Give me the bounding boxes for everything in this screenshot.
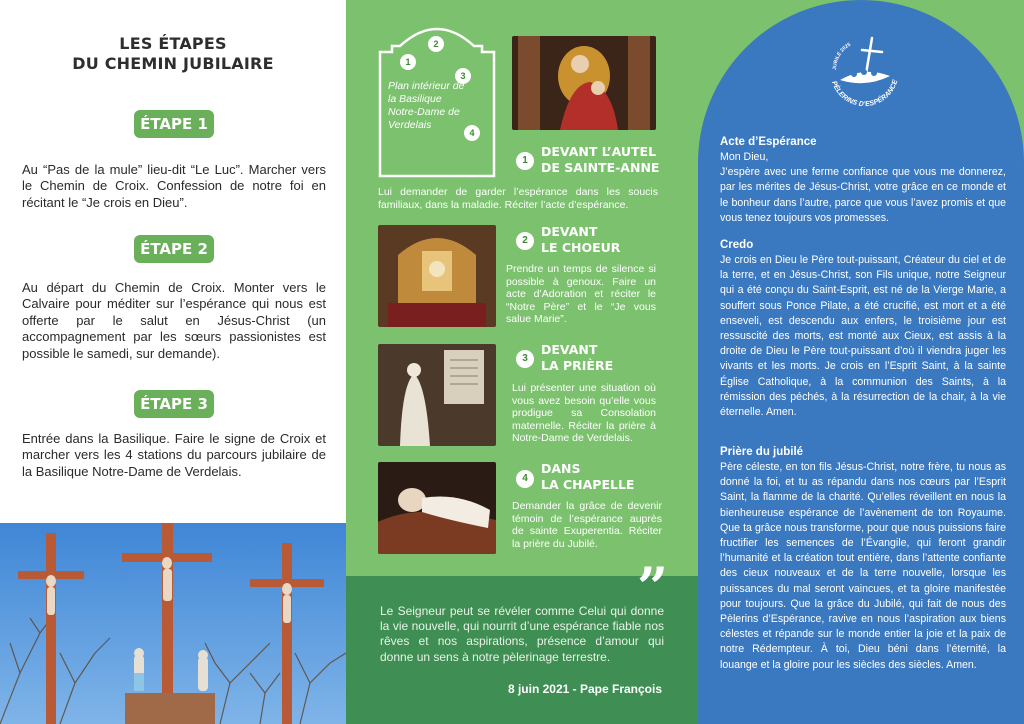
station-2-number: 2: [516, 232, 534, 250]
jubilee-prayer-heading: Prière du jubilé: [720, 446, 804, 458]
plan-caption: Plan intérieur de la Basilique Notre-Dame de Verdelais: [388, 80, 465, 131]
station-1-desc: Lui demander de garder l’espérance dans les soucis familiaux, dans la maladie. Réciter l’acte d’espérance.: [378, 186, 658, 211]
credo-heading: Credo: [720, 239, 754, 251]
plan-marker-4: 4: [469, 128, 475, 138]
station-4-number: 4: [516, 470, 534, 488]
jubilee-prayer-text: Père céleste, en ton fils Jésus-Christ, notre frère, tu nous as donné la foi, et tu as répandu dans nos cœurs par l’Esprit Saint, la flamme de la charité. Qu’elles réveillent en nous la bienheureuse espérance de l’avènement de ton Royaume. Que ta grâce nous transforme, pour que nous puissions faire fructifier les semences de l’Évangile, qui feront grandir l’humanité et la création tout entière, dans l’attente confiante des cieux nouveaux et de la terre nouvelle, lorsque les puissances du mal seront vaincues, et ta gloire manifestée pour toujours. Que la grâce du Jubilé, qui fait de nous des Pèlerins d’Espérance, ravive en nous l’aspiration aux biens célestes et répande sur le monde entier la joie et la paix de notre Rédempteur. À toi, Dieu béni dans l’éternité, la louange et la gloire pour les siècles des siècles. Amen.: [720, 461, 1006, 671]
plan-marker-1: 1: [405, 57, 411, 67]
step-2-text: Au départ du Chemin de Croix. Monter vers le Calvaire pour méditer sur l’espérance qui nous est offerte par le salut en Jésus-Christ (un accompagnement par les sœurs passionistes est possible le samedi, sur demande).: [22, 280, 326, 361]
right-panel: [698, 0, 1024, 724]
quote-mark-icon: ”: [636, 555, 668, 619]
left-panel: [0, 0, 346, 724]
station-2-desc: Prendre un temps de silence si possible à genoux. Faire un acte d’Adoration et réciter le “Notre Père” et le “Je vous salue Marie”.: [506, 263, 656, 326]
chapel-reliquary-photo: [378, 462, 496, 554]
quote-author: 8 juin 2021 - Pape François: [507, 682, 662, 696]
svg-text:JUBILÉ 2025: [832, 42, 852, 71]
station-2-title: DEVANT LE CHOEUR: [541, 224, 621, 255]
act-of-hope-heading: Acte d’Espérance: [720, 136, 817, 148]
svg-text:PÈLERINS D’ESPÉRANCE: [830, 79, 899, 108]
logo-top-text: JUBILÉ 2025: [831, 41, 852, 71]
prayer-statue-photo: [378, 344, 496, 446]
credo-text: Je crois en Dieu le Père tout-puissant, Créateur du ciel et de la terre, et en Jésus-Christ, son Fils unique, notre Seigneur qui a été conçu du Saint-Esprit, est né de la Vierge Marie, a souffert sous Ponce Pilate, a été crucifié, est mort et a été enseveli, est descendu aux enfers, le troisième jour est ressuscité des morts, est monté aux Cieux, est assis à la droite de Dieu le Père tout-puissant d’où il viendra juger les vivants et les morts. Je crois en l’Esprit Saint, à la sainte Église Catholique, à la communion des Saints, à la rémission des péchés, à la résurrection de la chair, à la vie éternelle. Amen.: [720, 254, 1006, 419]
plan-marker-2: 2: [433, 39, 439, 49]
middle-panel: [346, 0, 698, 724]
station-4-title: DANS LA CHAPELLE: [541, 461, 635, 492]
act-of-hope-text: Mon Dieu, J’espère avec une ferme confiance que vous me donnerez, par les mérites de Jésus-Christ, votre grâce en ce monde et le bonheur dans l’autre, parce que vous l’avez promis et que vous tenez toujours vos promesses.: [720, 151, 1006, 224]
jubilee-2025-logo: [826, 30, 902, 110]
plan-marker-3: 3: [460, 71, 466, 81]
page-title: [0, 34, 346, 74]
logo-bottom-text: PÈLERINS D’ESPÉRANCE: [830, 79, 900, 109]
choir-photo: [378, 225, 496, 327]
step-1-badge: ÉTAPE 1: [134, 110, 214, 138]
title-line-2: DU CHEMIN JUBILAIRE: [72, 54, 274, 73]
calvary-crosses-photo: [0, 523, 346, 724]
step-3-text: Entrée dans la Basilique. Faire le signe de Croix et marcher vers les 4 stations du parcours jubilaire de la Basilique Notre-Dame de Verdelais.: [22, 431, 326, 479]
station-1-number: 1: [516, 152, 534, 170]
station-3-desc: Lui présenter une situation où vous avez besoin qu’elle vous prodigue sa Consolation maternelle. Réciter la prière à Notre-Dame de Verdelais.: [512, 382, 656, 445]
station-3-number: 3: [516, 350, 534, 368]
step-2-badge: ÉTAPE 2: [134, 235, 214, 263]
station-3-title: DEVANT LA PRIÈRE: [541, 342, 614, 373]
title-line-1: LES ÉTAPES: [119, 34, 227, 53]
sainte-anne-altar-photo: [512, 36, 656, 130]
station-4-desc: Demander la grâce de devenir témoin de l’espérance auprès de sainte Exuperentia. Réciter la prière du Jubilé.: [512, 500, 662, 550]
step-3-badge: ÉTAPE 3: [134, 390, 214, 418]
pope-quote: Le Seigneur peut se révéler comme Celui qui donne la vie nouvelle, qui nourrit d’une espérance fiable nos rêves et nos aspirations, présence d’amour qui donne un sens à notre pèlerinage terrestre.: [380, 604, 664, 664]
station-1-title: DEVANT L’AUTEL DE SAINTE-ANNE: [541, 144, 660, 175]
step-1-text: Au “Pas de la mule” lieu-dit “Le Luc”. Marcher vers le Chemin de Croix. Confession de notre foi en récitant le “Je crois en Dieu”.: [22, 162, 326, 210]
